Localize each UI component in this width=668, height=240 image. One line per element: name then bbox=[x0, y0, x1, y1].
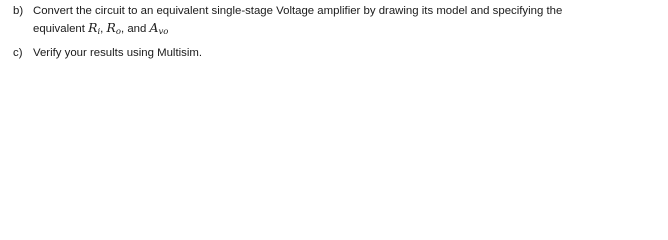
math-ri: $R_i$ bbox=[88, 20, 101, 37]
question-item-b bbox=[13, 4, 664, 38]
equivalent-label: equivalent bbox=[33, 23, 85, 35]
item-c-text-line1: Verify your results using Multisim. bbox=[33, 47, 203, 59]
item-b-text-line1: Convert the circuit to an equivalent single-stage Voltage amplifier by drawing its model and specifying the bbox=[33, 5, 563, 17]
separator-2: , and bbox=[120, 23, 147, 35]
item-marker-c: c) bbox=[13, 47, 23, 59]
math-ro: $R_o$ bbox=[106, 20, 121, 37]
item-b-text-line2 bbox=[33, 21, 168, 36]
separator-1: , bbox=[100, 23, 104, 35]
math-avo: $A_{vo}$ bbox=[149, 20, 169, 37]
question-item-c bbox=[13, 46, 664, 62]
item-marker-b: b) bbox=[13, 5, 24, 17]
